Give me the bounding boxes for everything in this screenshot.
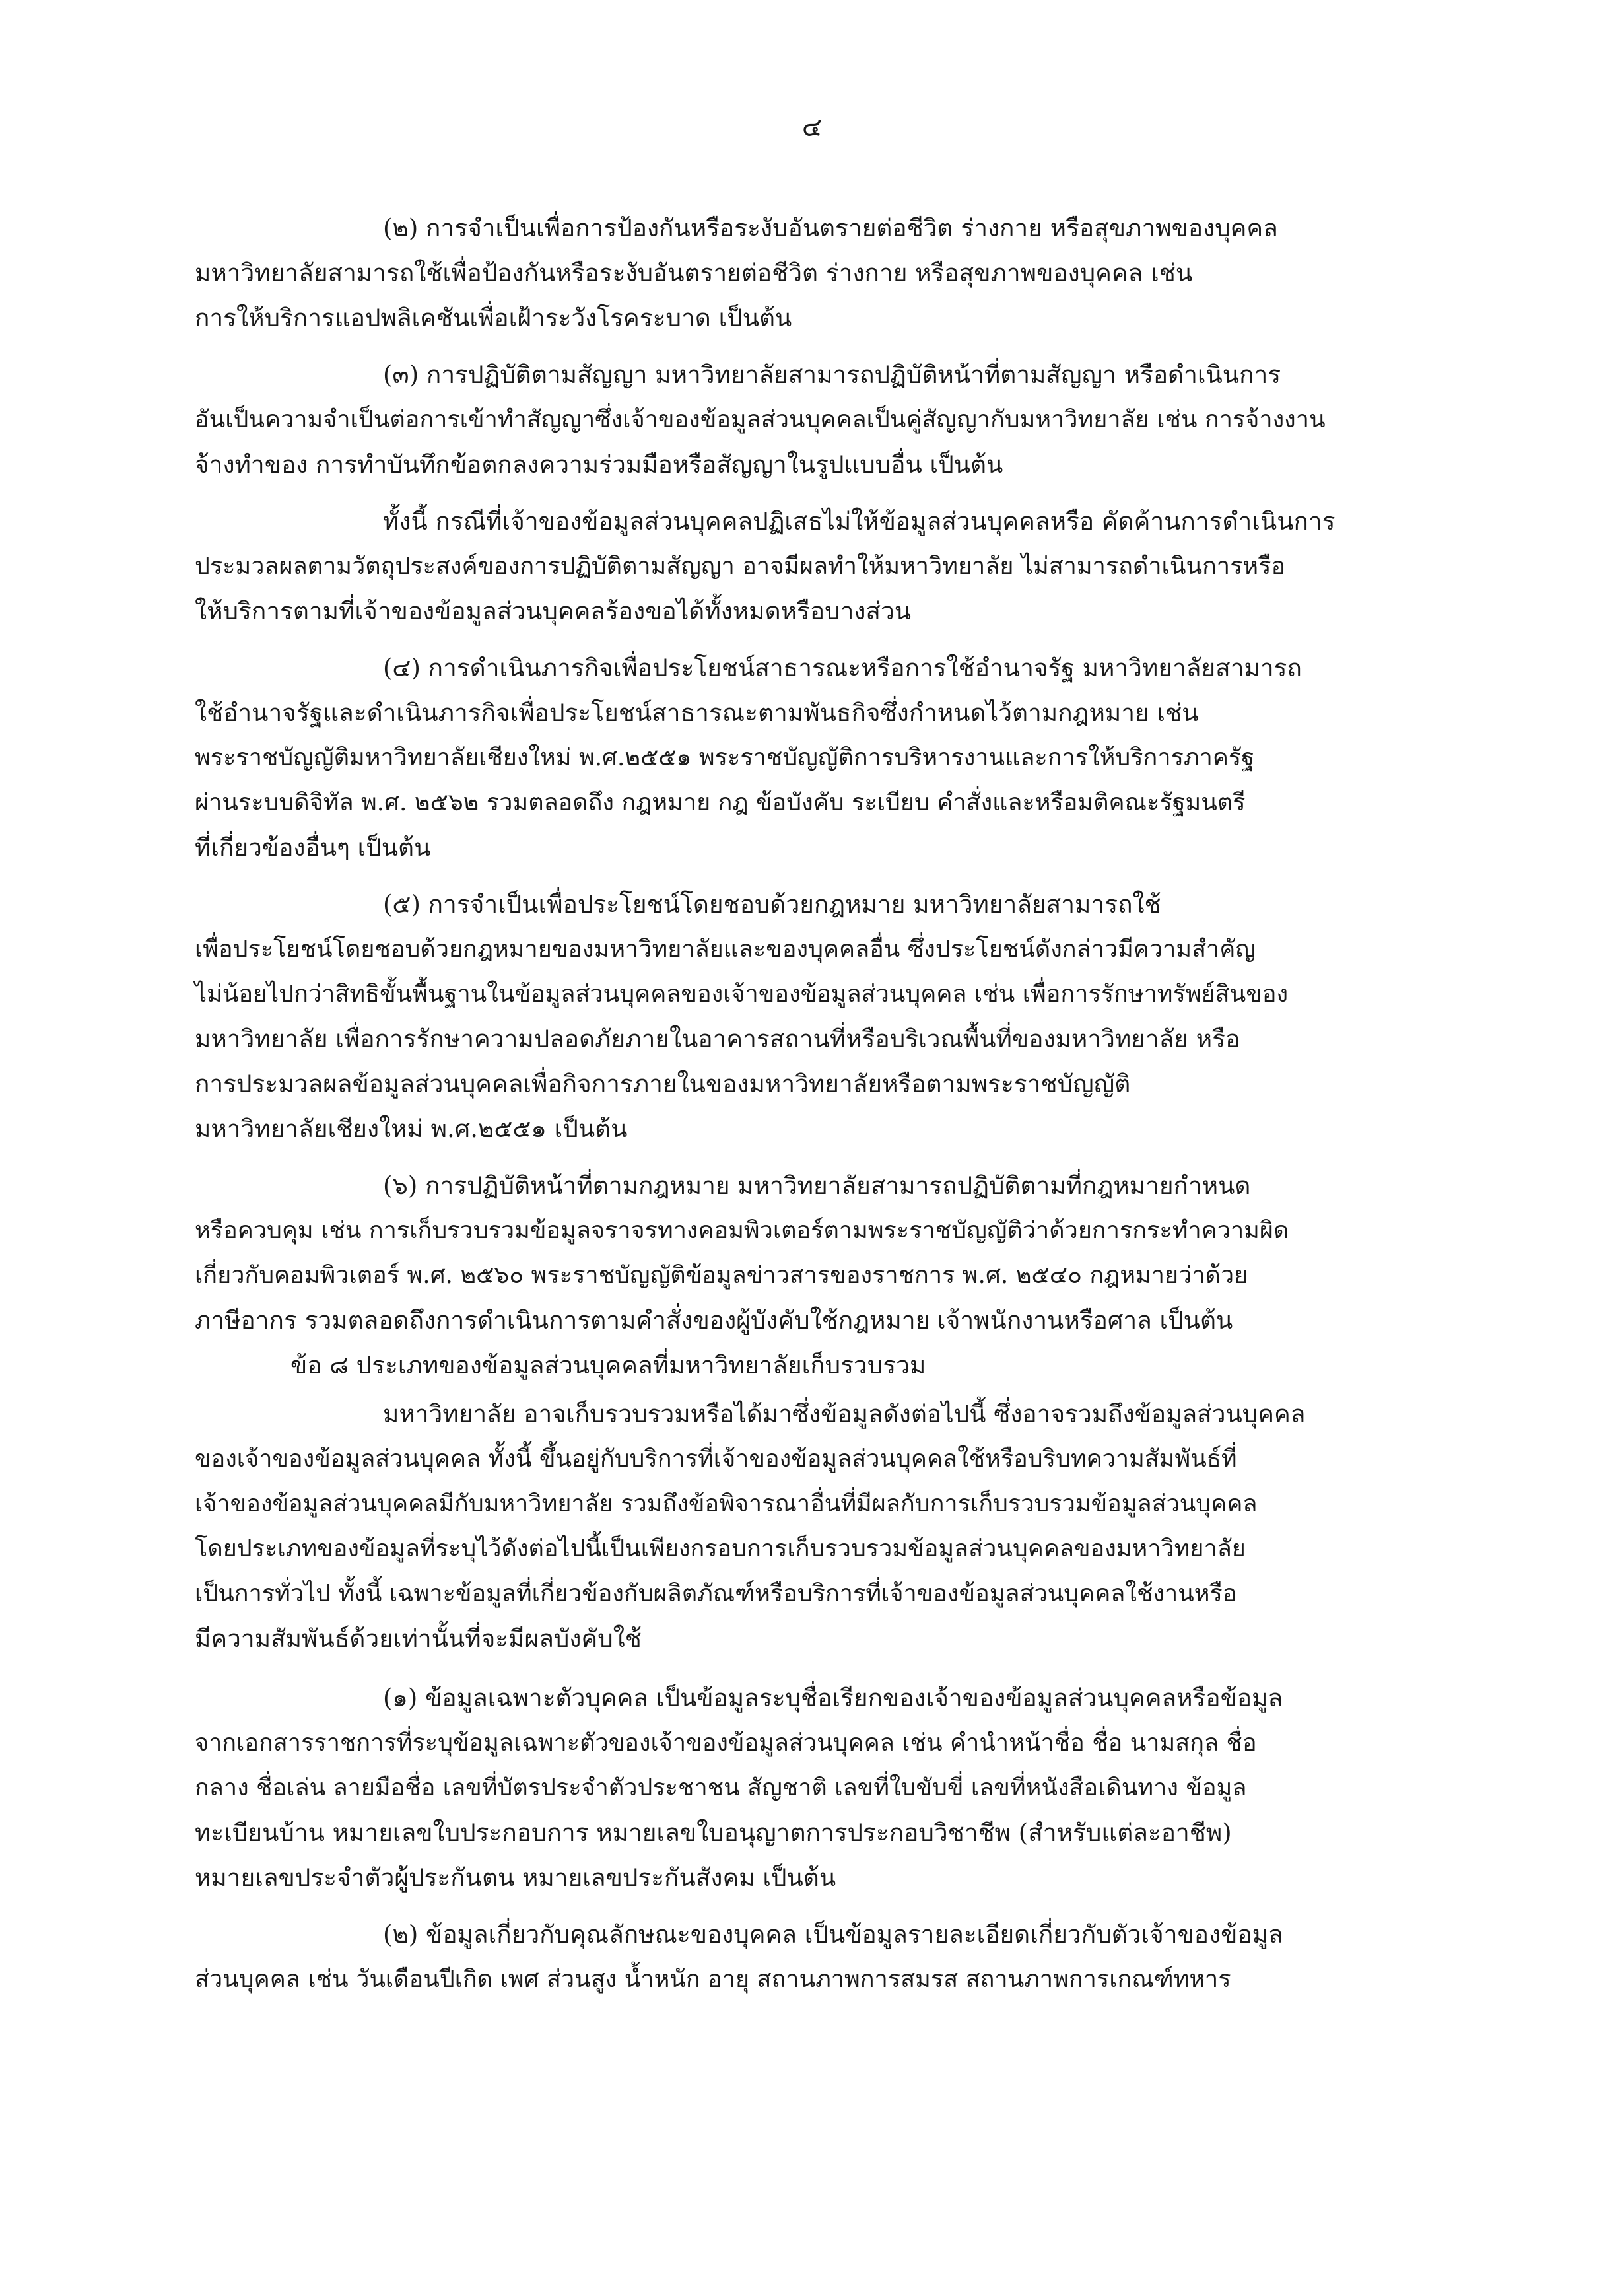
paragraph-line: เจ้าของข้อมูลส่วนบุคคลมีกับมหาวิทยาลัย รวมถึงข้อพิจารณาอื่นที่มีผลกับการเก็บรวบรวมข้อมูลส่วนบุคคล xyxy=(195,1490,1258,1517)
paragraph-line: อันเป็นความจำเป็นต่อการเข้าทำสัญญาซึ่งเจ้าของข้อมูลส่วนบุคคลเป็นคู่สัญญากับมหาวิทยาลัย เช่น การจ้างงาน xyxy=(195,406,1326,433)
paragraph-line: จากเอกสารราชการที่ระบุข้อมูลเฉพาะตัวของเจ้าของข้อมูลส่วนบุคคล เช่น คำนำหน้าชื่อ ชื่อ นามสกุล ชื่อ xyxy=(195,1729,1257,1756)
paragraph-line: มหาวิทยาลัย เพื่อการรักษาความปลอดภัยภายในอาคารสถานที่หรือบริเวณพื้นที่ของมหาวิทยาลัย หรือ xyxy=(195,1025,1240,1053)
paragraph-line: กลาง ชื่อเล่น ลายมือชื่อ เลขที่บัตรประจำตัวประชาชน สัญชาติ เลขที่ใบขับขี่ เลขที่หนังสือเดินทาง ข้อมูล xyxy=(195,1774,1247,1801)
paragraph-line: เพื่อประโยชน์โดยชอบด้วยกฎหมายของมหาวิทยาลัยและของบุคคลอื่น ซึ่งประโยชน์ดังกล่าวมีความสำคัญ xyxy=(195,936,1256,963)
paragraph-line: ใช้อำนาจรัฐและดำเนินภารกิจเพื่อประโยชน์สาธารณะตามพันธกิจซึ่งกำหนดไว้ตามกฎหมาย เช่น xyxy=(195,699,1199,727)
paragraph-line: มีความสัมพันธ์ด้วยเท่านั้นที่จะมีผลบังคับใช้ xyxy=(195,1624,642,1653)
paragraph-line: เกี่ยวกับคอมพิวเตอร์ พ.ศ. ๒๕๖๐ พระราชบัญญัติข้อมูลข่าวสารของราชการ พ.ศ. ๒๕๔๐ กฎหมายว่าด้วย xyxy=(195,1262,1248,1289)
paragraph-line: หรือควบคุม เช่น การเก็บรวบรวมข้อมูลจราจรทางคอมพิวเตอร์ตามพระราชบัญญัติว่าด้วยการกระทำความผิด xyxy=(195,1217,1289,1244)
paragraph-line: ภาษีอากร รวมตลอดถึงการดำเนินการตามคำสั่งของผู้บังคับใช้กฎหมาย เจ้าพนักงานหรือศาล เป็นต้น xyxy=(195,1306,1233,1335)
paragraph-line: มหาวิทยาลัยเชียงใหม่ พ.ศ.๒๕๕๑ เป็นต้น xyxy=(195,1115,628,1143)
paragraph-line: ไม่น้อยไปกว่าสิทธิขั้นพื้นฐานในข้อมูลส่วนบุคคลของเจ้าของข้อมูลส่วนบุคคล เช่น เพื่อการรักษาทรัพย์สินของ xyxy=(195,981,1289,1008)
paragraph-line: (๖) การปฏิบัติหน้าที่ตามกฎหมาย มหาวิทยาลัยสามารถปฏิบัติตามที่กฎหมายกำหนด xyxy=(383,1171,1251,1200)
paragraph-line: ส่วนบุคคล เช่น วันเดือนปีเกิด เพศ ส่วนสูง น้ำหนัก อายุ สถานภาพการสมรส สถานภาพการเกณฑ์ทหาร xyxy=(195,1966,1231,1993)
paragraph-line: เป็นการทั่วไป ทั้งนี้ เฉพาะข้อมูลที่เกี่ยวข้องกับผลิตภัณฑ์หรือบริการที่เจ้าของข้อมูลส่วนบุคคลใช้งานหรือ xyxy=(195,1580,1237,1607)
paragraph-line: โดยประเภทของข้อมูลที่ระบุไว้ดังต่อไปนี้เป็นเพียงกรอบการเก็บรวบรวมข้อมูลส่วนบุคคลของมหาวิทยาลัย xyxy=(195,1535,1246,1562)
paragraph-line: (๒) ข้อมูลเกี่ยวกับคุณลักษณะของบุคคล เป็นข้อมูลรายละเอียดเกี่ยวกับตัวเจ้าของข้อมูล xyxy=(383,1920,1283,1949)
paragraph-line: (๕) การจำเป็นเพื่อประโยชน์โดยชอบด้วยกฎหมาย มหาวิทยาลัยสามารถใช้ xyxy=(383,890,1161,919)
paragraph-line: ให้บริการตามที่เจ้าของข้อมูลส่วนบุคคลร้องขอได้ทั้งหมดหรือบางส่วน xyxy=(195,597,912,625)
paragraph-line: (๔) การดำเนินภารกิจเพื่อประโยชน์สาธารณะหรือการใช้อำนาจรัฐ มหาวิทยาลัยสามารถ xyxy=(383,654,1302,682)
paragraph-line: มหาวิทยาลัยสามารถใช้เพื่อป้องกันหรือระงับอันตรายต่อชีวิต ร่างกาย หรือสุขภาพของบุคคล เช่น xyxy=(195,259,1193,287)
paragraph-line: ของเจ้าของข้อมูลส่วนบุคคล ทั้งนี้ ขึ้นอยู่กับบริการที่เจ้าของข้อมูลส่วนบุคคลใช้หรือบริบทความสัมพันธ์ที่ xyxy=(195,1445,1237,1473)
paragraph-line: (๒) การจำเป็นเพื่อการป้องกันหรือระงับอันตรายต่อชีวิต ร่างกาย หรือสุขภาพของบุคคล xyxy=(383,214,1278,242)
paragraph-line: ทะเบียนบ้าน หมายเลขใบประกอบการ หมายเลขใบอนุญาตการประกอบวิชาชีพ (สำหรับแต่ละอาชีพ) xyxy=(195,1819,1232,1847)
paragraph-line: ผ่านระบบดิจิทัล พ.ศ. ๒๕๖๒ รวมตลอดถึง กฎหมาย กฎ ข้อบังคับ ระเบียบ คำสั่งและหรือมติคณะรัฐมนตรี xyxy=(195,789,1246,816)
page-number: ๔ xyxy=(801,112,823,143)
paragraph-line: จ้างทำของ การทำบันทึกข้อตกลงความร่วมมือหรือสัญญาในรูปแบบอื่น เป็นต้น xyxy=(195,450,1003,479)
paragraph-line: การให้บริการแอปพลิเคชันเพื่อเฝ้าระวังโรคระบาด เป็นต้น xyxy=(195,304,792,332)
paragraph-line: (๓) การปฏิบัติตามสัญญา มหาวิทยาลัยสามารถปฏิบัติหน้าที่ตามสัญญา หรือดำเนินการ xyxy=(383,361,1281,389)
paragraph-line: ประมวลผลตามวัตถุประสงค์ของการปฏิบัติตามสัญญา อาจมีผลทำให้มหาวิทยาลัย ไม่สามารถดำเนินการหรือ xyxy=(195,553,1286,580)
paragraph-line: มหาวิทยาลัย อาจเก็บรวบรวมหรือได้มาซึ่งข้อมูลดังต่อไปนี้ ซึ่งอาจรวมถึงข้อมูลส่วนบุคคล xyxy=(383,1400,1306,1428)
paragraph-line: การประมวลผลข้อมูลส่วนบุคคลเพื่อกิจการภายในของมหาวิทยาลัยหรือตามพระราชบัญญัติ xyxy=(195,1070,1131,1098)
section-heading: ข้อ ๘ ประเภทของข้อมูลส่วนบุคคลที่มหาวิทยาลัยเก็บรวบรวม xyxy=(290,1351,926,1379)
paragraph-line: ทั้งนี้ กรณีที่เจ้าของข้อมูลส่วนบุคคลปฏิเสธไม่ให้ข้อมูลส่วนบุคคลหรือ คัดค้านการดำเนินการ xyxy=(383,507,1336,536)
paragraph-line: หมายเลขประจำตัวผู้ประกันตน หมายเลขประกันสังคม เป็นต้น xyxy=(195,1863,836,1892)
paragraph-line: พระราชบัญญัติมหาวิทยาลัยเชียงใหม่ พ.ศ.๒๕๕๑ พระราชบัญญัติการบริหารงานและการให้บริการภาครัฐ xyxy=(195,744,1255,771)
paragraph-line: ที่เกี่ยวข้องอื่นๆ เป็นต้น xyxy=(195,833,431,862)
paragraph-line: (๑) ข้อมูลเฉพาะตัวบุคคล เป็นข้อมูลระบุชื่อเรียกของเจ้าของข้อมูลส่วนบุคคลหรือข้อมูล xyxy=(383,1684,1283,1712)
